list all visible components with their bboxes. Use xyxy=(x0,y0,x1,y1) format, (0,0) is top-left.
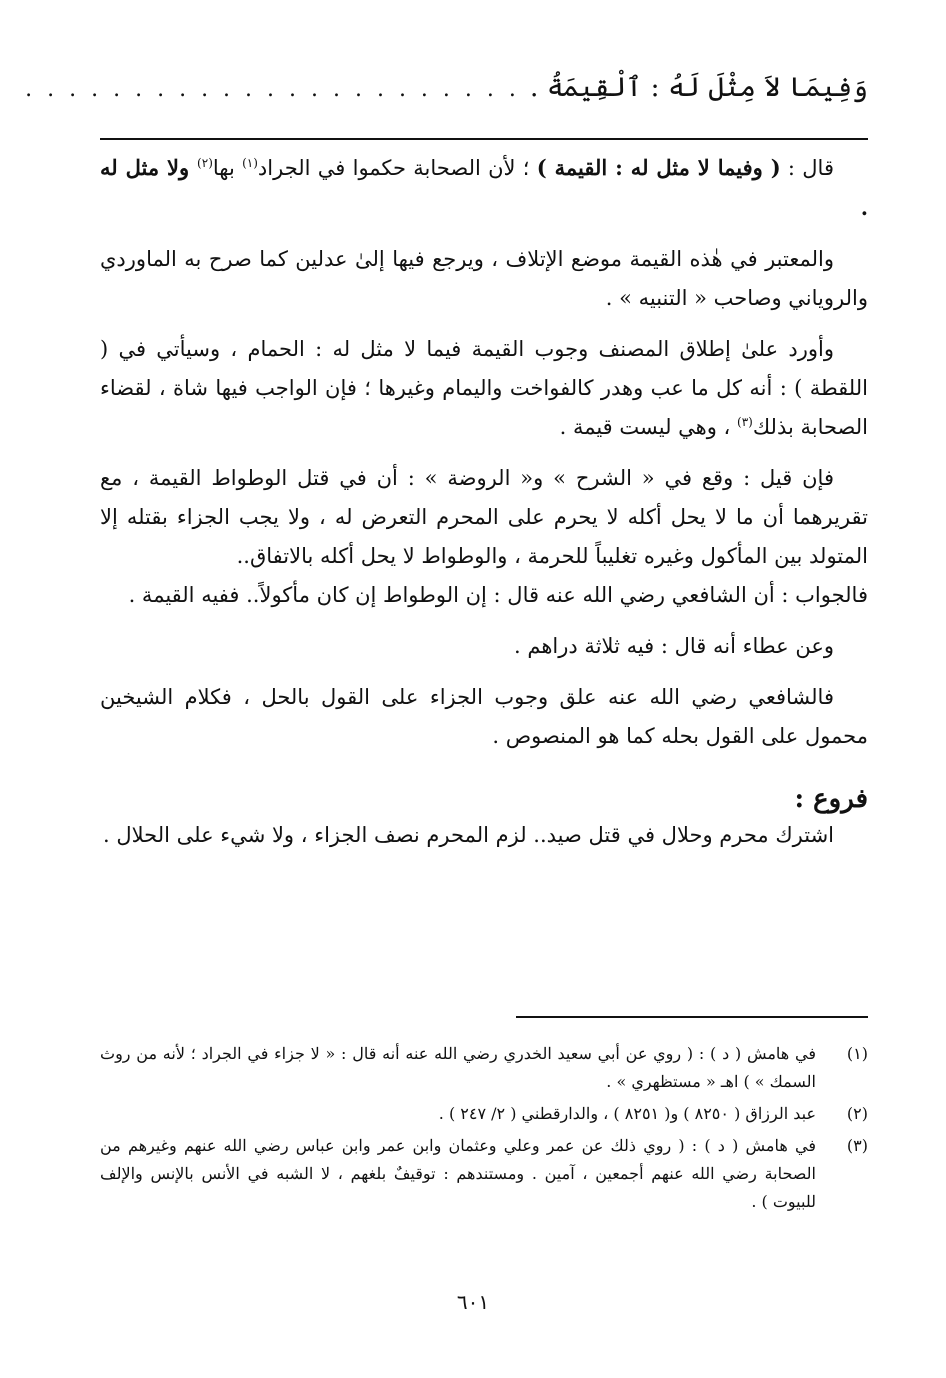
section-paragraph: اشترك محرم وحلال في قتل صيد.. لزم المحرم نصف الجزاء ، ولا شيء على الحلال . xyxy=(103,823,834,847)
footnote-text: في هامش ( د ) : ( روي ذلك عن عمر وعلي وعثمان وابن عمر وابن عباس رضي الله عنهم وغيرهم من الصحابة رضي الله عنهم أجمعين ، آمين . ومستندهم : توقيفٌ بلغهم ، لا الشبه في الأنس بالإنس والإلف للبيوت ) . xyxy=(100,1136,816,1211)
paragraph-3 xyxy=(100,330,868,447)
p1-prefix: قال : xyxy=(780,156,834,180)
footnote-number: (٢) xyxy=(846,1104,868,1123)
section-heading: فروع : xyxy=(794,784,868,814)
main-text xyxy=(100,148,868,867)
footnote-ref-3[interactable]: (٣) xyxy=(737,415,753,429)
running-title: وَفِيمَا لاَ مِثْلَ لَهُ : ٱلْقِيمَةُ . xyxy=(529,72,868,103)
footnote-2 xyxy=(100,1100,868,1128)
paragraph-1 xyxy=(100,148,868,228)
footnotes xyxy=(100,1040,868,1220)
footnote-number: (٣) xyxy=(846,1136,868,1155)
p3-end: ، وهي ليست قيمة . xyxy=(559,415,738,439)
footnote-number: (١) xyxy=(846,1044,868,1063)
footnote-3 xyxy=(100,1132,868,1216)
bold-phrase: ( وفيما لا مثل له : القيمة ) xyxy=(536,155,781,180)
paragraph-2: والمعتبر في هٰذه القيمة موضع الإتلاف ، ويرجع فيها إلىٰ عدلين كما صرح به الماوردي والروياني وصاحب « التنبيه » . xyxy=(100,247,868,310)
header-rule xyxy=(100,138,868,140)
footnote-text: في هامش ( د ) : ( روي عن أبي سعيد الخدري رضي الله عنه أنه قال : « لا جزاء في الجراد ؛ لأنه من روث السمك » ) اهـ « مستظهري » . xyxy=(100,1044,817,1091)
footnote-ref-1[interactable]: (١) xyxy=(242,156,258,170)
footnote-ref-2[interactable]: (٢) xyxy=(197,156,213,170)
paragraph-7: فالشافعي رضي الله عنه علق وجوب الجزاء على القول بالحل ، فكلام الشيخين محمول على القول بحله كما هو المنصوص . xyxy=(100,685,868,748)
p1-after: بها xyxy=(212,156,243,180)
footnote-rule xyxy=(516,1016,868,1018)
leader-dots: . . . . . . . . . . . . . . . . . . . . . . . xyxy=(25,77,520,102)
footnote-1 xyxy=(100,1040,868,1096)
p3-main: وأورد علىٰ إطلاق المصنف وجوب القيمة فيما لا مثل له : الحمام ، وسيأتي في ( اللقطة ) : أنه كل ما عب وهدر كالفواخت واليمام وغيرها ؛ فإن الواجب فيها شاة ، لقضاء الصحابة بذلك xyxy=(100,337,868,439)
page-number: ٦٠١ xyxy=(456,1290,490,1314)
paragraph-4: فإن قيل : وقع في « الشرح » و« الروضة » : أن في قتل الوطواط القيمة ، مع تقريرهما أن ما لا يحل أكله لا يحرم على المحرم التعرض له ، ولا يجب الجزاء بقتله إلا المتولد بين المأكول وغيره تغليباً للحرمة ، والوطواط لا يحل أكله بالاتفاق.. xyxy=(100,466,869,568)
paragraph-6: وعن عطاء أنه قال : فيه ثلاثة دراهم . xyxy=(514,634,834,658)
paragraph-5: فالجواب : أن الشافعي رضي الله عنه قال : إن الوطواط إن كان مأكولاً.. ففيه القيمة . xyxy=(128,583,868,607)
footnote-text: عبد الرزاق ( ٨٢٥٠ ) و( ٨٢٥١ ) ، والدارقطني ( ٢/ ٢٤٧ ) . xyxy=(438,1104,816,1123)
p1-bold-end: ولا مثل له . xyxy=(100,155,868,220)
p1-mid: ؛ لأن الصحابة حكموا في الجراد xyxy=(257,156,537,180)
running-header xyxy=(25,72,868,116)
